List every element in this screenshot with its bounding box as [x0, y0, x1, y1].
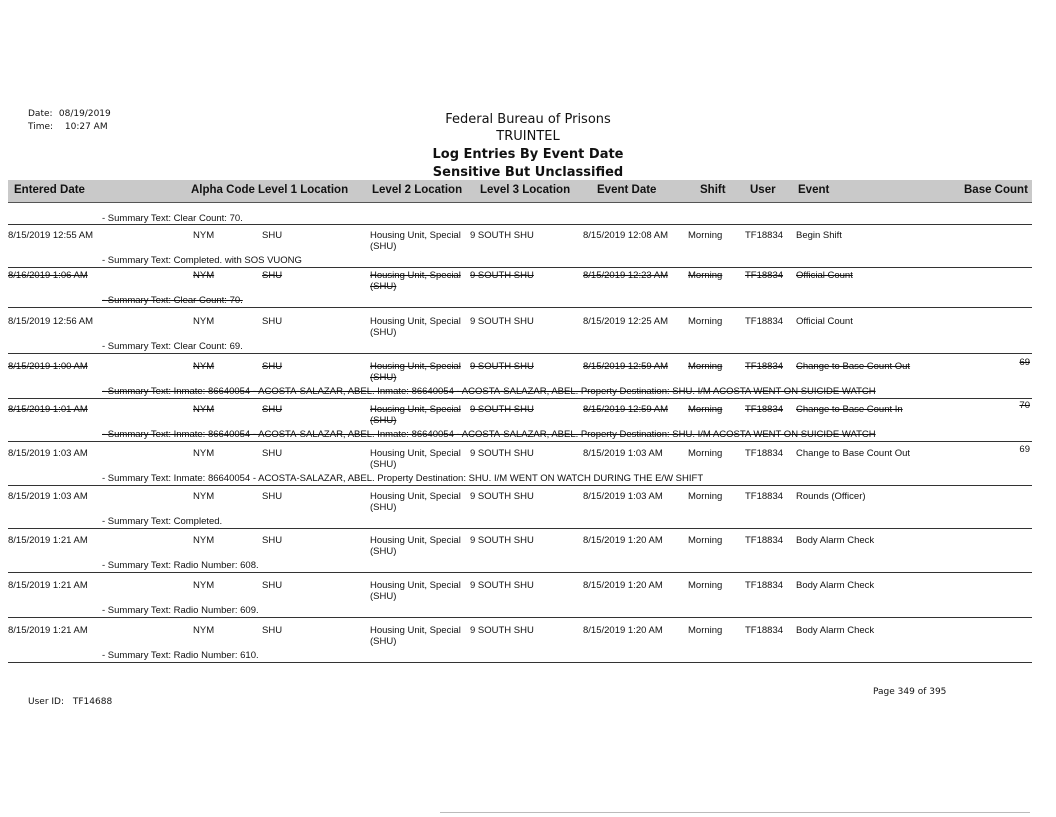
level1-cell: SHU: [262, 580, 283, 591]
level2-cell: Housing Unit, Special (SHU): [370, 625, 461, 647]
summary-text-value: - Summary Text: Inmate: 86640054 - ACOSTA-SALAZAR, ABEL. Property Destination: SHU. I/M WENT ON WATCH DURING THE E/W SHIFT: [102, 473, 704, 484]
level1-cell: SHU: [262, 230, 283, 241]
alpha-code-cell: NYM: [193, 230, 215, 241]
agency-title: Federal Bureau of Prisons: [445, 112, 611, 127]
alpha-code-cell: NYM: [193, 270, 215, 281]
divider: [8, 441, 1032, 442]
col-level3: Level 3 Location: [480, 184, 571, 196]
system-title: TRUINTEL: [496, 129, 560, 144]
entered-date-cell: 8/15/2019 1:01 AM: [8, 404, 88, 415]
summary-text-value: - Summary Text: Inmate: 86640054 - ACOSTA-SALAZAR, ABEL. Inmate: 86640054 - ACOSTA-SALAZAR, ABEL. Property Destination: SHU. I/M ACOSTA WENT ON SUICIDE WATCH: [102, 429, 876, 440]
classification: Sensitive But Unclassified: [432, 165, 624, 180]
alpha-code-cell: NYM: [193, 361, 215, 372]
summary-text-value: - Summary Text: Completed. with SOS VUONG: [102, 255, 302, 266]
summary-text-value: - Summary Text: Inmate: 86640054 - ACOSTA-SALAZAR, ABEL. Inmate: 86640054 - ACOSTA-SALAZAR, ABEL. Property Destination: SHU. I/M ACOSTA WENT ON SUICIDE WATCH: [102, 386, 876, 397]
col-level2: Level 2 Location: [372, 184, 463, 196]
event-cell: Change to Base Count In: [796, 404, 903, 415]
alpha-code-cell: NYM: [193, 316, 215, 327]
event-date-cell: 8/15/2019 12:08 AM: [583, 230, 669, 241]
user-cell: TF18834: [745, 535, 784, 546]
level2-cell: Housing Unit, Special (SHU): [370, 448, 461, 470]
divider: [8, 353, 1032, 354]
divider: [8, 307, 1032, 308]
event-date-cell: 8/15/2019 12:25 AM: [583, 316, 669, 327]
level2-cell: Housing Unit, Special (SHU): [370, 404, 461, 426]
divider: [8, 617, 1032, 618]
base-count-cell: 69: [1019, 357, 1030, 368]
alpha-code-cell: NYM: [193, 625, 215, 636]
summary-text-value: - Summary Text: Clear Count: 69.: [102, 341, 243, 352]
user-cell: TF18834: [745, 316, 784, 327]
date-value: 08/19/2019: [58, 109, 111, 119]
level1-cell: SHU: [262, 404, 283, 415]
event-cell: Change to Base Count Out: [796, 448, 911, 459]
time-value: 10:27 AM: [64, 122, 108, 132]
divider: [8, 267, 1032, 268]
shift-cell: Morning: [688, 580, 723, 591]
col-alpha-code: Alpha Code: [191, 184, 255, 196]
event-date-cell: 8/15/2019 12:59 AM: [583, 361, 669, 372]
level2-cell: Housing Unit, Special (SHU): [370, 491, 461, 513]
col-user: User: [750, 184, 776, 196]
page-number: Page 349 of 395: [873, 687, 947, 697]
divider: [8, 662, 1032, 663]
entered-date-cell: 8/15/2019 1:21 AM: [8, 580, 88, 591]
level3-cell: 9 SOUTH SHU: [470, 625, 534, 636]
entered-date-cell: 8/15/2019 1:21 AM: [8, 535, 88, 546]
level2-cell: Housing Unit, Special (SHU): [370, 316, 461, 338]
event-date-cell: 8/15/2019 12:59 AM: [583, 404, 669, 415]
divider: [8, 398, 1032, 399]
entered-date-cell: 8/15/2019 1:21 AM: [8, 625, 88, 636]
summary-text-value: - Summary Text: Completed.: [102, 516, 223, 527]
event-date-cell: 8/15/2019 1:20 AM: [583, 625, 663, 636]
level1-cell: SHU: [262, 270, 283, 281]
event-date-cell: 8/15/2019 1:20 AM: [583, 535, 663, 546]
entered-date-cell: 8/15/2019 1:03 AM: [8, 491, 88, 502]
base-count-cell: 70: [1019, 400, 1030, 411]
level3-cell: 9 SOUTH SHU: [470, 448, 534, 459]
level3-cell: 9 SOUTH SHU: [470, 230, 534, 241]
entered-date-cell: 8/15/2019 1:03 AM: [8, 448, 88, 459]
level2-cell: Housing Unit, Special (SHU): [370, 270, 461, 292]
col-event: Event: [798, 184, 830, 196]
base-count-cell: 69: [1019, 444, 1030, 455]
column-header-bar: [8, 180, 1032, 203]
time-label: Time:: [28, 122, 54, 132]
event-cell: Begin Shift: [796, 230, 842, 241]
col-shift: Shift: [700, 184, 726, 196]
event-cell: Body Alarm Check: [796, 535, 875, 546]
event-date-cell: 8/15/2019 1:03 AM: [583, 448, 663, 459]
report-name: Log Entries By Event Date: [432, 147, 624, 162]
user-cell: TF18834: [745, 625, 784, 636]
level3-cell: 9 SOUTH SHU: [470, 491, 534, 502]
event-date-cell: 8/15/2019 1:03 AM: [583, 491, 663, 502]
user-id-value: TF14688: [72, 697, 113, 707]
summary-text-value: - Summary Text: Radio Number: 610.: [102, 650, 259, 661]
user-cell: TF18834: [745, 361, 784, 372]
level2-cell: Housing Unit, Special (SHU): [370, 580, 461, 602]
user-cell: TF18834: [745, 230, 784, 241]
level1-cell: SHU: [262, 316, 283, 327]
event-cell: Body Alarm Check: [796, 580, 875, 591]
footer-user-id: [28, 697, 112, 707]
divider: [8, 572, 1032, 573]
level3-cell: 9 SOUTH SHU: [470, 270, 534, 281]
date-label: Date:: [28, 109, 53, 119]
shift-cell: Morning: [688, 404, 723, 415]
entered-date-cell: 8/16/2019 1:06 AM: [8, 270, 88, 281]
user-cell: TF18834: [745, 404, 784, 415]
alpha-code-cell: NYM: [193, 404, 215, 415]
event-date-cell: 8/15/2019 12:23 AM: [583, 270, 669, 281]
level2-cell: Housing Unit, Special (SHU): [370, 361, 461, 383]
alpha-code-cell: NYM: [193, 448, 215, 459]
level3-cell: 9 SOUTH SHU: [470, 535, 534, 546]
summary-text-value: - Summary Text: Clear Count: 70.: [102, 213, 243, 224]
shift-cell: Morning: [688, 535, 723, 546]
alpha-code-cell: NYM: [193, 491, 215, 502]
shift-cell: Morning: [688, 230, 723, 241]
shift-cell: Morning: [688, 316, 723, 327]
level1-cell: SHU: [262, 361, 283, 372]
user-cell: TF18834: [745, 580, 784, 591]
entered-date-cell: 8/15/2019 12:55 AM: [8, 230, 94, 241]
shift-cell: Morning: [688, 270, 723, 281]
event-cell: Official Count: [796, 270, 853, 281]
level1-cell: SHU: [262, 491, 283, 502]
entered-date-cell: 8/15/2019 12:56 AM: [8, 316, 94, 327]
alpha-code-cell: NYM: [193, 580, 215, 591]
event-cell: Change to Base Count Out: [796, 361, 911, 372]
alpha-code-cell: NYM: [193, 535, 215, 546]
user-cell: TF18834: [745, 270, 784, 281]
level2-cell: Housing Unit, Special (SHU): [370, 230, 461, 252]
level3-cell: 9 SOUTH SHU: [470, 316, 534, 327]
shift-cell: Morning: [688, 448, 723, 459]
event-cell: Official Count: [796, 316, 853, 327]
summary-text-value: - Summary Text: Radio Number: 609.: [102, 605, 259, 616]
divider: [440, 812, 1030, 813]
level1-cell: SHU: [262, 448, 283, 459]
level3-cell: 9 SOUTH SHU: [470, 580, 534, 591]
level2-cell: Housing Unit, Special (SHU): [370, 535, 461, 557]
user-cell: TF18834: [745, 448, 784, 459]
shift-cell: Morning: [688, 625, 723, 636]
entered-date-cell: 8/15/2019 1:00 AM: [8, 361, 88, 372]
event-date-cell: 8/15/2019 1:20 AM: [583, 580, 663, 591]
summary-text-value: - Summary Text: Clear Count: 70.: [102, 295, 243, 306]
col-event-date: Event Date: [597, 184, 657, 196]
divider: [8, 485, 1032, 486]
col-base-count: Base Count: [964, 184, 1028, 196]
shift-cell: Morning: [688, 361, 723, 372]
user-id-label: User ID:: [28, 697, 64, 707]
divider: [8, 224, 1032, 225]
level3-cell: 9 SOUTH SHU: [470, 404, 534, 415]
event-cell: Body Alarm Check: [796, 625, 875, 636]
divider: [8, 528, 1032, 529]
event-cell: Rounds (Officer): [796, 491, 866, 502]
summary-text-value: - Summary Text: Radio Number: 608.: [102, 560, 259, 571]
user-cell: TF18834: [745, 491, 784, 502]
shift-cell: Morning: [688, 491, 723, 502]
col-entered-date: Entered Date: [14, 184, 85, 196]
level3-cell: 9 SOUTH SHU: [470, 361, 534, 372]
level1-cell: SHU: [262, 625, 283, 636]
col-level1: Level 1 Location: [258, 184, 349, 196]
level1-cell: SHU: [262, 535, 283, 546]
